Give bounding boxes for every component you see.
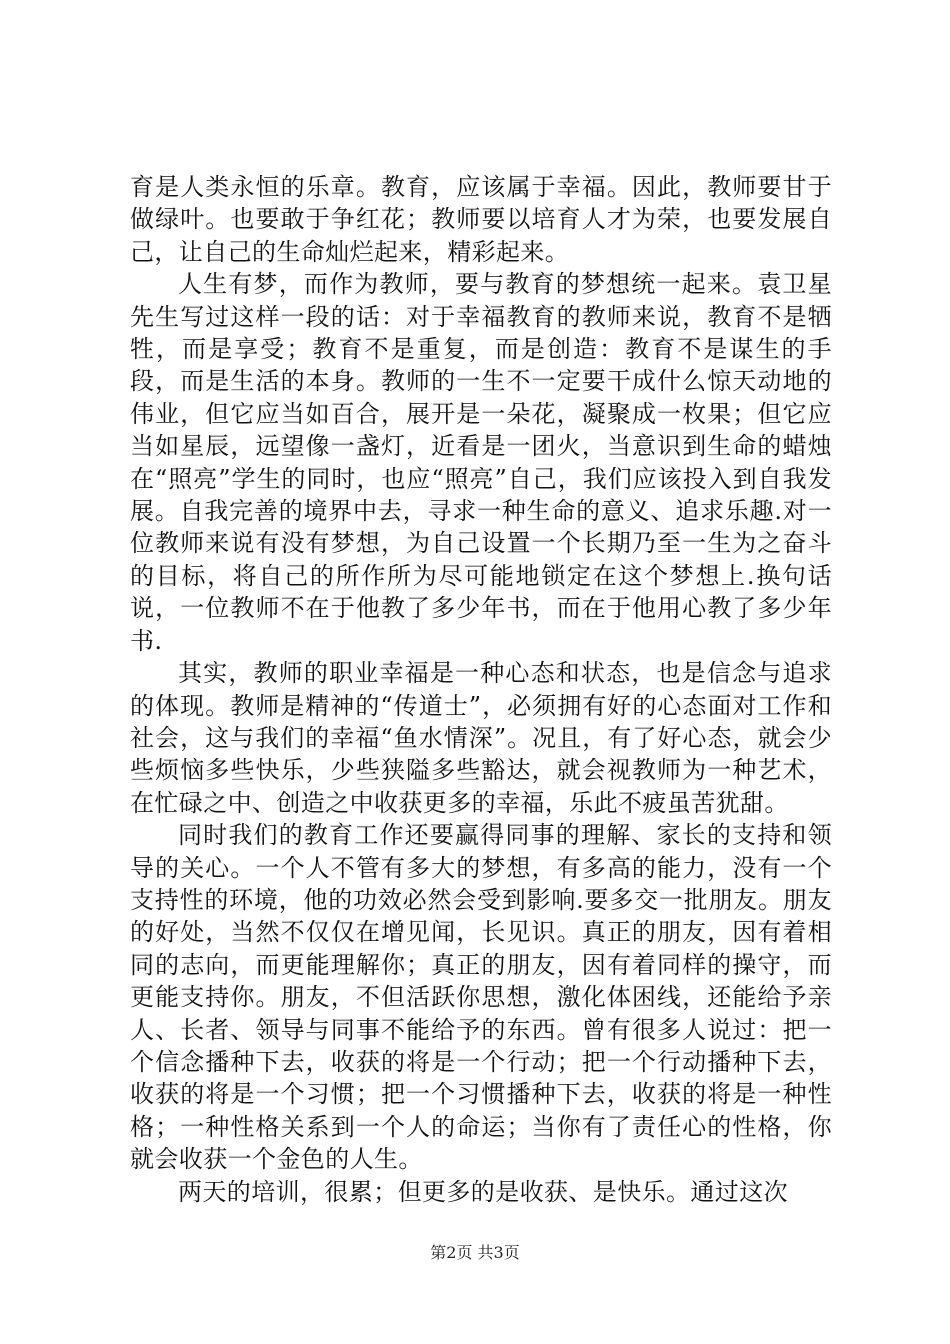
- paragraph: 两天的培训，很累；但更多的是收获、是快乐。通过这次: [178, 1177, 788, 1206]
- page-footer: 第2页 共3页: [430, 1243, 520, 1262]
- paragraph: 其实，教师的职业幸福是一种心态和状态，也是信念与追求的体现。教师是精神的“传道士”，必须拥有好的心态面对工作和社会，这与我们的幸福“鱼水情深”。况且，有了好心态，就会少些烦恼多些快乐，少些狭隘多些豁达，就会视教师为一种艺术，在忙碌之中、创造之中收获更多的幸福，乐此不疲虽苦犹甜。: [130, 659, 832, 817]
- document-body: [130, 171, 832, 1208]
- paragraph: 同时我们的教育工作还要赢得同事的理解、家长的支持和领导的关心。一个人不管有多大的梦想，有多高的能力，没有一个支持性的环境，他的功效必然会受到影响.要多交一批朋友。朋友的好处，当然不仅仅在增见闻，长见识。真正的朋友，因有着相同的志向，而更能理解你；真正的朋友，因有着同样的操守，而更能支持你。朋友，不但活跃你思想，激化体困线，还能给予亲人、长者、领导与同事不能给予的东西。曾有很多人说过：把一个信念播种下去，收获的将是一个行动；把一个行动播种下去，收获的将是一个习惯；把一个习惯播种下去，收获的将是一种性格；一种性格关系到一个人的命运；当你有了责任心的性格，你就会收获一个金色的人生。: [130, 821, 832, 1174]
- paragraph: 人生有梦，而作为教师，要与教育的梦想统一起来。袁卫星先生写过这样一段的话：对于幸福教育的教师来说，教育不是牺牲，而是享受；教育不是重复，而是创造：教育不是谋生的手段，而是生活的本身。教师的一生不一定要干成什么惊天动地的伟业，但它应当如百合，展开是一朵花，凝聚成一枚果；但它应当如星辰，远望像一盏灯，近看是一团火，当意识到生命的蜡烛在“照亮”学生的同时，也应“照亮”自己，我们应该投入到自我发展。自我完善的境界中去，寻求一种生命的意义、追求乐趣.对一位教师来说有没有梦想，为自己设置一个长期乃至一生为之奋斗的目标，将自己的所作所为尽可能地锁定在这个梦想上.换句话说，一位教师不在于他教了多少年书，而在于他用心教了多少年书.: [130, 270, 832, 655]
- paragraph: 育是人类永恒的乐章。教育，应该属于幸福。因此，教师要甘于做绿叶。也要敢于争红花；教师要以培育人才为荣，也要发展自己，让自己的生命灿烂起来，精彩起来。: [130, 173, 832, 266]
